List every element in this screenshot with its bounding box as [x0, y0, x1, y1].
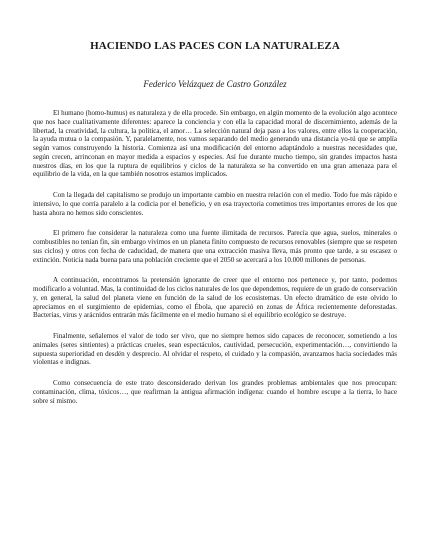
document-author: Federico Velázquez de Castro González [143, 79, 287, 89]
paragraph-2: Con la llegada del capitalismo se produjo un importante cambio en nuestra relación con el medio. Todo fue más rápido e intensivo, lo que corría paralelo a la codicia por el beneficio, y en esa trayectoria cometimos tres importantes errores de los que hasta ahora no hemos sido conscientes. [33, 191, 397, 217]
paragraph-5: Finalmente, señalemos el valor de todo ser vivo, que no siempre hemos sido capaces de reconocer, sometiendo a los animales (seres sintientes) a prácticas crueles, sean espectáculos, cautividad, persecución, experimentación…, convirtiendo la supuesta superioridad en desdén y desprecio. Al olvidar el respeto, el cuidado y la compasión, avanzamos hacia sociedades más violentas e indignas. [33, 332, 397, 367]
paragraph-6: Como consecuencia de este trato desconsiderado derivan los grandes problemas ambientales que nos preocupan: contaminación, clima, tóxicos…, que reafirman la antigua afirmación indígena: cuando el hombre escupe a la tierra, lo hace sobre sí mismo. [33, 379, 397, 405]
paragraph-4: A continuación, encontramos la pretensión ignorante de creer que el entorno nos pertenece y, por tanto, podemos modificarlo a voluntad. Mas, la continuidad de los ciclos naturales de los que dependemos, requiere de un grado de conservación y, en general, la salud del planeta viene en función de la salud de los ecosistemas. Un efecto dramático de este olvido lo apreciamos en el surgimiento de epidemias, como el Ébola, que apareció en zonas de África recientemente deforestadas. Bacterias, virus y arácnidos entrarán más fácilmente en el medio humano si el equilibrio ecológico se destruye. [33, 276, 397, 320]
paragraph-1: El humano (homo-humus) es naturaleza y de ella procede. Sin embargo, en algún momento de la evolución algo acontece que nos hace cualitativamente diferentes: aparece la conciencia y con ella la capacidad moral de discernimiento, además de la libertad, la creatividad, la cultura, la política, el amor… La selección natural deja paso a los valores, entre ellos la cooperación, la ayuda mutua o la compasión. Y, paralelamente, nos vamos separando del medio generando una distancia yo-tú que se amplía según vamos construyendo la historia. Comienza así una modificación del entorno adaptándolo a nuestras necesidades que, según crecen, arrinconan en mayor medida a espacios y especies. Así fue durante mucho tiempo, sin grandes impactos hasta nuestros días, en los que la ruptura de equilibrios y ciclos de la naturaleza se ha convertido en una gran amenaza para el equilibrio de la vida, en la que también nosotros estamos implicados. [33, 109, 397, 179]
document-title: HACIENDO LAS PACES CON LA NATURALEZA [90, 40, 340, 52]
paragraph-3: El primero fue considerar la naturaleza como una fuente ilimitada de recursos. Parecía que agua, suelos, minerales o combustibles no tenían fin, sin embargo vivimos en un planeta finito compuesto de recursos renovables (siempre que se respeten sus ciclos) y otros con fecha de caducidad, de manera que una extracción masiva lleva, más pronto que tarde, a su escasez o extinción. Noticia nada buena para una población creciente que el 2050 se acercará a los 10.000 millones de personas. [33, 229, 397, 264]
